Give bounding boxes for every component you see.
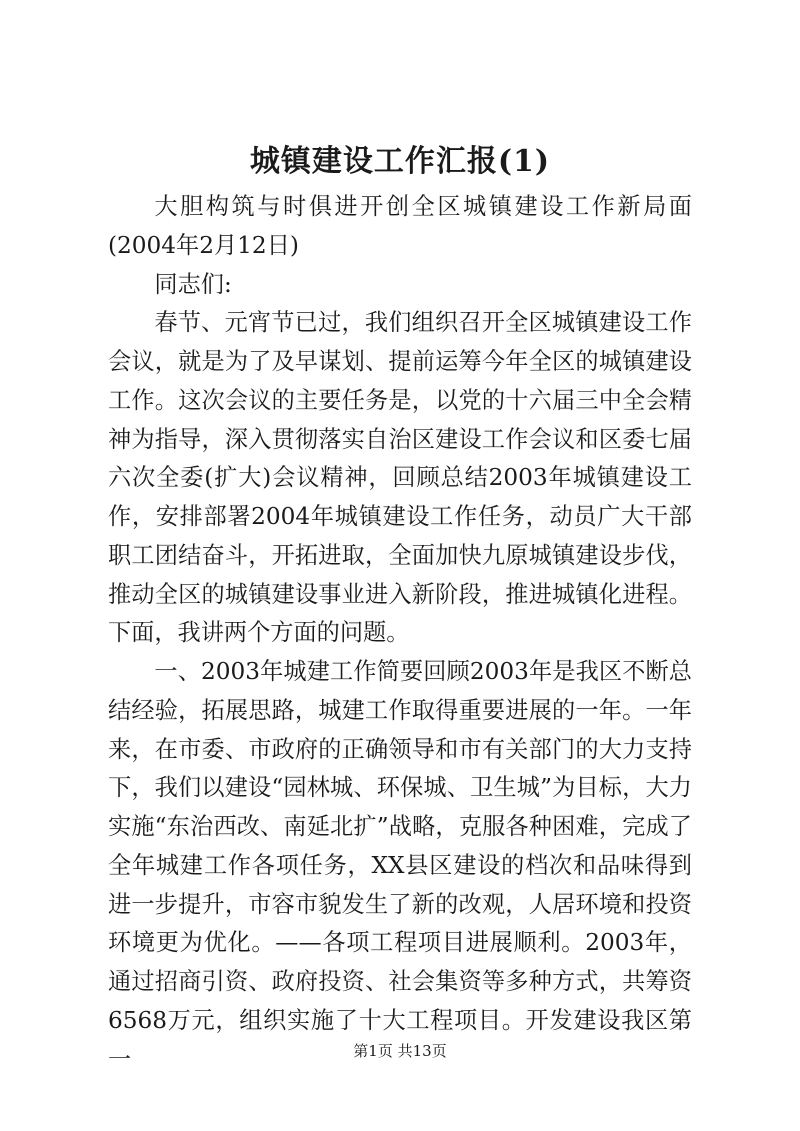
review-paragraph: 一、2003年城建工作简要回顾2003年是我区不断总结经验，拓展思路，城建工作取得重要进展的一年。一年来，在市委、市政府的正确领导和市有关部门的大力支持下，我们以建设“园林城、环保城、卫生城”为目标，大力实施“东治西改、南延北扩”战略，克服各种困难，完成了全年城建工作各项任务，XX县区建设的档次和品味得到进一步提升，市容市貌发生了新的改观，人居环境和投资环境更为优化。——各项工程项目进展顺利。2003年，通过招商引资、政府投资、社会集资等多种方式，共筹资6568万元，组织实施了十大工程项目。开发建设我区第一 — [108, 658, 692, 1073]
document-body — [108, 188, 692, 1079]
intro-paragraph: 春节、元宵节已过，我们组织召开全区城镇建设工作会议，就是为了及早谋划、提前运筹今年全区的城镇建设工作。这次会议的主要任务是，以党的十六届三中全会精神为指导，深入贯彻落实自治区建设工作会议和区委七届六次全委(扩大)会议精神，回顾总结2003年城镇建设工作，安排部署2004年城镇建设工作任务，动员广大干部职工团结奋斗，开拓进取，全面加快九原城镇建设步伐，推动全区的城镇建设事业进入新阶段，推进城镇化进程。下面，我讲两个方面的问题。 — [108, 309, 692, 647]
salutation-paragraph: 同志们: — [154, 270, 232, 298]
document-title: 城镇建设工作汇报(1) — [249, 144, 551, 179]
subtitle-paragraph: 大胆构筑与时俱进开创全区城镇建设工作新局面(2004年2月12日) — [108, 193, 692, 259]
page-number-footer: 第1页 共13页 — [353, 1042, 447, 1060]
